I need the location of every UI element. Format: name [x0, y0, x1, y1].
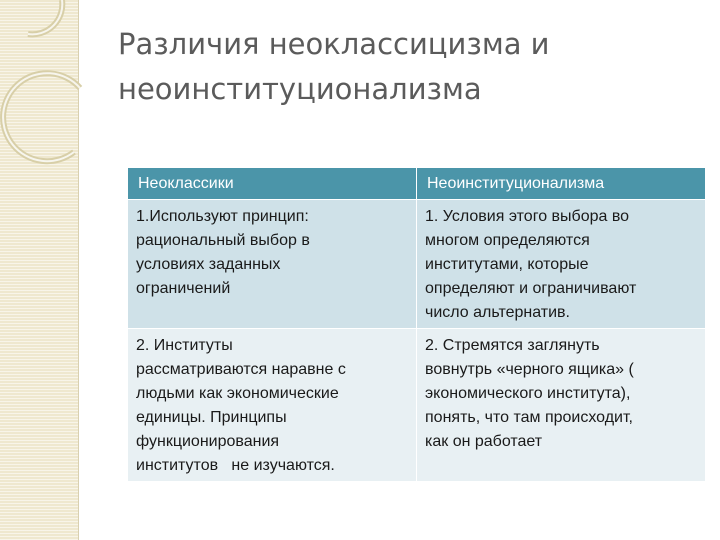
slide-title-line-1: Различия неоклассицизма и [118, 27, 550, 61]
circle-ornament-icon [0, 0, 110, 190]
cell-line: 1. Условия этого выбора во [425, 208, 630, 225]
table-row [128, 200, 706, 329]
table-cell [128, 329, 417, 482]
cell-line: определяют и ограничивают [425, 280, 637, 297]
cell-line: 2. Стремятся заглянуть [425, 337, 600, 354]
cell-line: понять, что там происходит, [425, 409, 633, 426]
cell-line: институтов не изучаются. [136, 457, 335, 474]
table-cell [417, 329, 706, 482]
column-header-neoinstitutionalism: Неоинституционализма [417, 168, 706, 200]
cell-line: экономического института), [425, 385, 631, 402]
table-header-row [128, 168, 706, 200]
column-header-neoclassics: Неоклассики [128, 168, 417, 200]
cell-line: людьми как экономические [136, 385, 339, 402]
cell-line: единицы. Принципы [136, 409, 287, 426]
cell-line: как он работает [425, 433, 543, 450]
cell-line: рассматриваются наравне с [136, 361, 346, 378]
cell-line: рациональный выбор в [136, 232, 310, 249]
cell-line: вовнутрь «черного ящика» ( [425, 361, 634, 378]
cell-line: функционирования [136, 433, 280, 450]
comparison-table [127, 168, 706, 482]
cell-line: число альтернатив. [425, 304, 570, 321]
table-cell [128, 200, 417, 329]
table-row [128, 329, 706, 482]
table-cell [417, 200, 706, 329]
cell-line: 1.Используют принцип: [136, 208, 309, 225]
cell-line: ограничений [136, 280, 231, 297]
cell-line: многом определяются [425, 232, 590, 249]
cell-line: условиях заданных [136, 256, 281, 273]
cell-line: институтами, которые [425, 256, 589, 273]
slide-title-line-2: неоинституционализма [118, 72, 482, 106]
slide-title [118, 22, 678, 112]
cell-line: 2. Институты [136, 337, 233, 354]
